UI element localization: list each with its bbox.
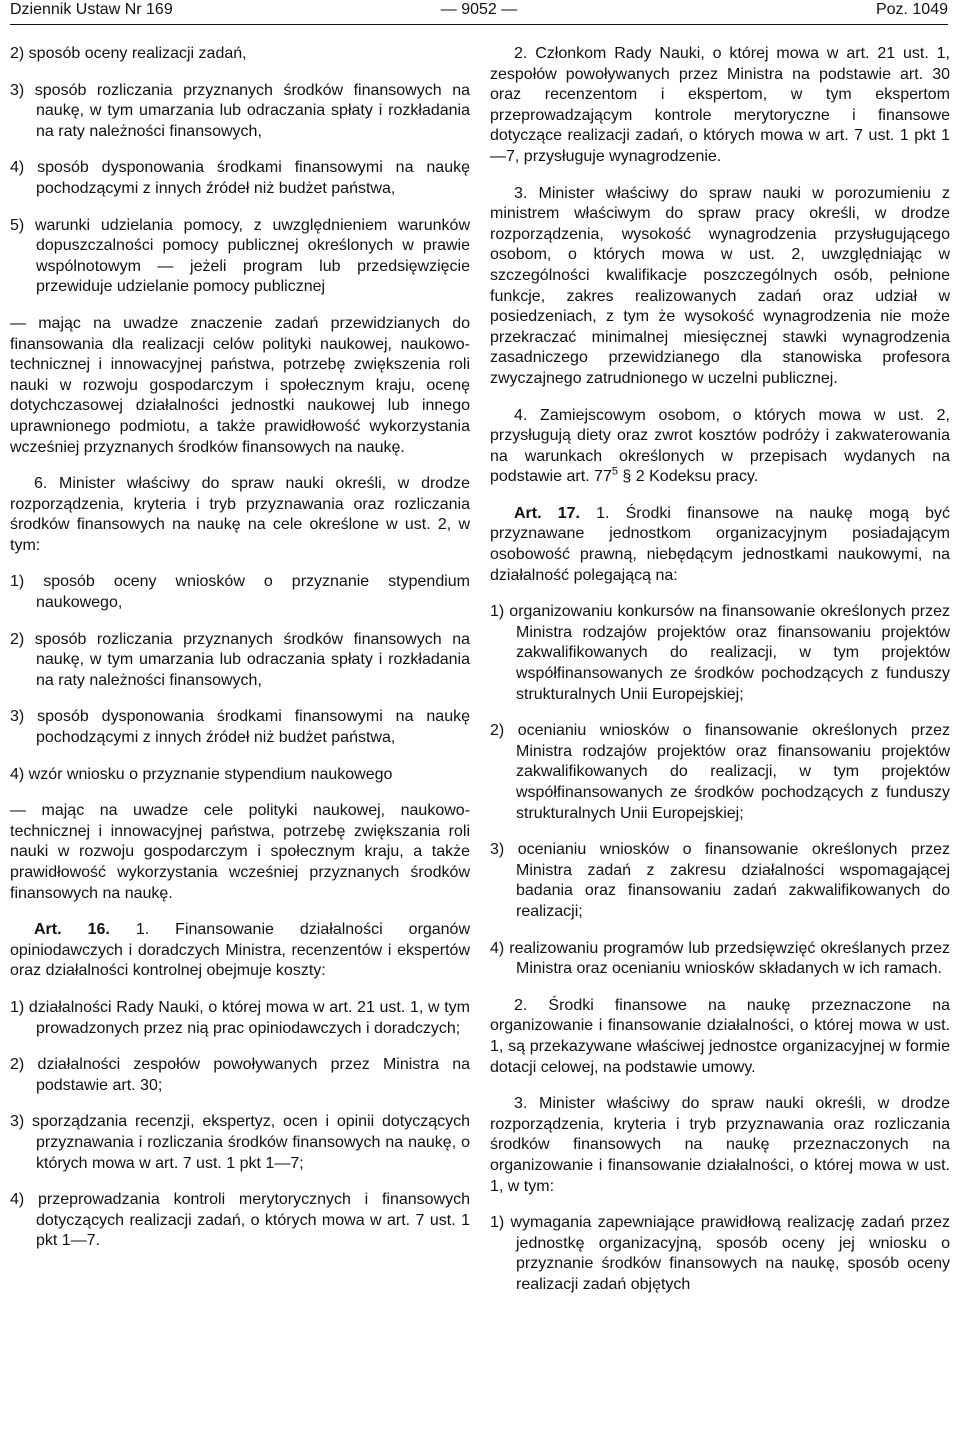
paragraph-text: § 2 Kodeksu pracy. <box>617 468 759 486</box>
paragraph <box>490 406 950 488</box>
list-item: 2) ocenianiu wniosków o finansowanie określonych przez Ministra rodzajów projektów oraz finansowaniu projektów zakwalifikowanych do realizacji, w tym projektów współfinansowanych ze środków pochodzących z funduszy strukturalnych Unii Europejskiej; <box>490 722 950 822</box>
list-item: 1) działalności Rady Nauki, o której mowa w art. 21 ust. 1, w tym prowadzonych przez nią prac opiniodawczych i doradczych; <box>10 998 470 1037</box>
list-item: 4) realizowaniu programów lub przedsięwzięć określanych przez Ministra oraz ocenianiu wniosków składanych w ich ramach. <box>490 939 950 978</box>
article-text: 1. Środki finansowe na naukę mogą być przyznawane jednostkom organizacyjnym posiadającym osobowość prawną, niebędącym jednostkami naukowymi, na działalność polegającą na: <box>490 504 951 584</box>
paragraph: 3. Minister właściwy do spraw nauki określi, w drodze rozporządzenia, kryteria i tryb przyznawania oraz rozliczania środków finansowych na naukę przeznaczonych na organizowanie i finansowanie działalności, o której mowa w ust. 1, w tym: <box>490 1095 950 1195</box>
list-item: 1) sposób oceny wniosków o przyznanie stypendium naukowego, <box>10 573 470 612</box>
paragraph: — mając na uwadze znaczenie zadań przewidzianych do finansowania dla realizacji celów polityki naukowej, naukowo-technicznej i innowacyjnej państwa, potrzebę zwiększenia roli nauki w rozwoju gospodarczym i społecznym kraju, ocenę dotychczasowej działalności jednostki naukowej lub innego uprawnionego podmiotu, a także prawidłowość wykorzystania wcześniej przyznanych środków finansowych na naukę. <box>10 314 470 456</box>
article-16 <box>10 920 470 982</box>
article-17 <box>490 504 950 586</box>
page-header <box>10 0 948 24</box>
left-column <box>10 44 470 1268</box>
list-item: 3) ocenianiu wniosków o finansowanie określonych przez Ministra zadań z zakresu działalności wspomagającej badania oraz finansowaniu zadań zakwalifikowanych do realizacji; <box>490 841 950 920</box>
article-label: Art. 17. <box>514 504 580 522</box>
list-item: 1) wymagania zapewniające prawidłową realizację zadań przez jednostkę organizacyjną, sposób oceny jej wniosku o przyznanie środków finansowych na naukę, sposób oceny realizacji zadań objętych <box>490 1214 950 1293</box>
paragraph-text: 4. Zamiejscowym osobom, o których mowa w ust. 2, przysługują diety oraz zwrot kosztów podróży i zakwaterowania na warunkach określonych w przepisach wydanych na podstawie art. 77 <box>490 406 950 486</box>
list-item: 1) organizowaniu konkursów na finansowanie określonych przez Ministra rodzajów projektów oraz finansowaniu projektów zakwalifikowanych do realizacji, w tym projektów współfinansowanych ze środków pochodzących z funduszy strukturalnych Unii Europejskiej; <box>490 603 950 703</box>
paragraph: 6. Minister właściwy do spraw nauki określi, w drodze rozporządzenia, kryteria i tryb przyznawania oraz rozliczania środków finansowych na naukę na cele określone w ust. 2, w tym: <box>10 475 470 554</box>
list-item: 3) sposób dysponowania środkami finansowymi na naukę pochodzącymi z innych źródeł niż budżet państwa, <box>10 708 470 747</box>
page-number: — 9052 — <box>440 1 518 18</box>
right-column <box>490 44 950 1311</box>
paragraph: 2. Środki finansowe na naukę przeznaczone na organizowanie i finansowanie działalności, o której mowa w ust. 1, są przekazywane właściwej jednostce organizacyjnej w formie dotacji celowej, na podstawie umowy. <box>490 996 950 1076</box>
article-text: 1. Finansowanie działalności organów opiniodawczych i doradczych Ministra, recenzentów i ekspertów oraz działalności kontrolnej obejmuje koszty: <box>10 921 470 980</box>
journal-title: Dziennik Ustaw Nr 169 <box>10 1 173 18</box>
list-item: 2) sposób rozliczania przyznanych środków finansowych na naukę, w tym umarzania lub odraczania spłaty i rozkładania na raty należności finansowych, <box>10 630 470 689</box>
paragraph: — mając na uwadze cele polityki naukowej, naukowo-technicznej i innowacyjnej państwa, potrzebę zwiększania roli nauki w rozwoju gospodarczym i społecznym kraju, a także prawidłowość wykorzystania wcześniej przyznanych środków finansowych na naukę. <box>10 802 470 902</box>
list-item: 5) warunki udzielania pomocy, z uwzględnieniem warunków dopuszczalności pomocy publicznej określonych w prawie wspólnotowym — jeżeli program lub przedsięwzięcie przewiduje udzielanie pomocy publicznej <box>10 216 470 296</box>
list-item: 2) sposób oceny realizacji zadań, <box>10 45 247 62</box>
superscript: 5 <box>611 465 618 478</box>
article-label: Art. 16. <box>34 921 110 939</box>
position-number: Poz. 1049 <box>875 1 948 18</box>
list-item: 4) wzór wniosku o przyznanie stypendium naukowego <box>10 765 393 783</box>
header-rule <box>10 24 948 25</box>
list-item: 4) przeprowadzania kontroli merytorycznych i finansowych dotyczących realizacji zadań, o których mowa w art. 7 ust. 1 pkt 1—7. <box>10 1191 470 1250</box>
list-item: 3) sporządzania recenzji, ekspertyz, ocen i opinii dotyczących przyznawania i rozliczania środków finansowych na naukę, o których mowa w art. 7 ust. 1 pkt 1—7; <box>10 1113 470 1172</box>
list-item: 2) działalności zespołów powoływanych przez Ministra na podstawie art. 30; <box>10 1056 470 1094</box>
paragraph: 3. Minister właściwy do spraw nauki w porozumieniu z ministrem właściwym do spraw pracy określi, w drodze rozporządzenia, wysokość wynagrodzenia przysługującego osobom, o których mowa w ust. 2, uwzględniając w szczególności kwalifikacje poszczególnych osób, pełnione funkcje, zakres realizowanych zadań oraz udział w posiedzeniach, z tym że wysokość wynagrodzenia nie może przekraczać minimalnej miesięcznej stawki wynagrodzenia zasadniczego przewidzianego dla stanowiska profesora zwyczajnego zatrudnionego w uczelni publicznej. <box>490 184 950 387</box>
paragraph: 2. Członkom Rady Nauki, o której mowa w art. 21 ust. 1, zespołów powoływanych przez Ministra na podstawie art. 30 oraz recenzentom i ekspertom, w tym ekspertom przeprowadzającym kontrole merytoryczne i finansowe dotyczące realizacji zadań, o których mowa w art. 7 ust. 1 pkt 1—7, przysługuje wynagrodzenie. <box>490 45 950 165</box>
list-item: 4) sposób dysponowania środkami finansowymi na naukę pochodzącymi z innych źródeł niż budżet państwa, <box>10 159 470 197</box>
list-item: 3) sposób rozliczania przyznanych środków finansowych na naukę, w tym umarzania lub odraczania spłaty i rozkładania na raty należności finansowych, <box>10 81 470 140</box>
